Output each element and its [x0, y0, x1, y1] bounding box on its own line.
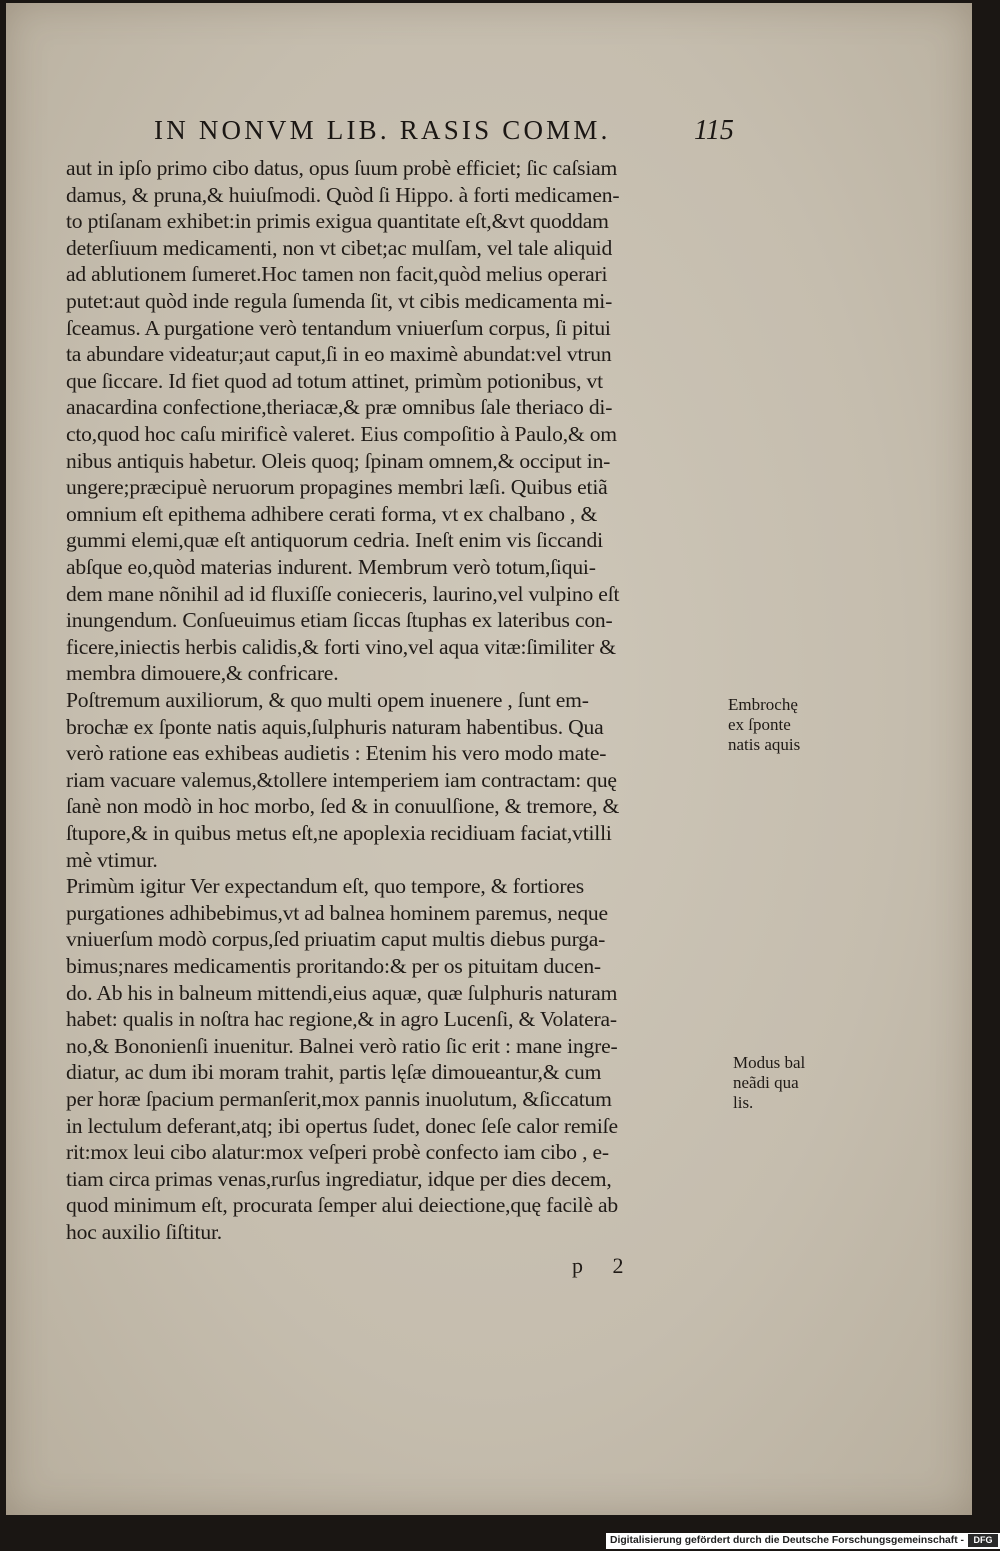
footer-credit: Digitalisierung gefördert durch die Deutsche Forschungsgemeinschaft -: [610, 1534, 964, 1546]
text-line: to ptiſanam exhibet:in primis exigua quantitate eſt,&vt quoddam: [66, 209, 609, 234]
page-number: 115: [694, 115, 734, 146]
signature-mark: p 2: [572, 1253, 636, 1278]
book-page: [6, 3, 972, 1515]
text-line: rit:mox leui cibo alatur:mox veſperi probè confecto iam cibo , e-: [66, 1140, 609, 1165]
text-line: membra dimouere,& confricare.: [66, 661, 339, 686]
text-line: riam vacuare valemus,&tollere intemperiem iam contractam: quę: [66, 767, 617, 792]
text-line: omnium eſt epithema adhibere cerati forma, vt ex chalbano , &: [66, 501, 598, 526]
text-line: ſanè non modò in hoc morbo, ſed & in conuulſione, & tremore, &: [66, 794, 620, 819]
text-line: ſtupore,& in quibus metus eſt,ne apoplexia recidiuam faciat,vtilli: [66, 821, 612, 845]
text-line: ungere;præcipuè neruorum propagines membri læſi. Quibus etiã: [66, 475, 608, 500]
text-line: ad ablutionem ſumeret.Hoc tamen non facit,quòd melius operari: [66, 262, 608, 287]
margin-note-line: neãdi qua: [733, 1073, 799, 1092]
text-line: deterſiuum medicamenti, non vt cibet;ac mulſam, vel tale aliquid: [66, 235, 613, 260]
text-line: hoc auxilio ſiſtitur.: [66, 1220, 222, 1244]
text-line: damus, & pruna,& huiuſmodi. Quòd ſi Hippo. à forti medicamen-: [66, 182, 620, 207]
margin-note-line: natis aquis: [728, 735, 801, 754]
text-line: no,& Bononienſi inuenitur. Balnei verò ratio ſic erit : mane ingre-: [66, 1033, 618, 1058]
text-line: ficere,iniectis herbis calidis,& forti vino,vel aqua vitæ:ſimiliter &: [66, 634, 616, 659]
text-line: quod minimum eſt, procurata ſemper alui deiectione,quę facilè ab: [66, 1193, 619, 1218]
text-line: nibus antiquis habetur. Oleis quoq; ſpinam omnem,& occiput in-: [66, 448, 611, 473]
text-line: vniuerſum modò corpus,ſed priuatim caput multis diebus purga-: [66, 927, 606, 952]
margin-note-line: ex ſponte: [728, 715, 791, 734]
margin-note-embrochae: [728, 695, 800, 755]
text-line: verò ratione eas exhibeas audietis : Etenim his vero modo mate-: [66, 741, 607, 766]
text-line: que ſiccare. Id fiet quod ad totum attinet, primùm potionibus, vt: [66, 368, 603, 393]
text-line: purgationes adhibebimus,vt ad balnea hominem paremus, neque: [66, 900, 608, 925]
text-line: dem mane nõnihil ad id fluxiſſe conieceris, laurino,vel vulpino eſt: [66, 581, 620, 606]
text-line: diatur, ac dum ibi moram trahit, partis lęſæ dimoueantur,& cum: [66, 1060, 602, 1085]
text-line: habet: qualis in noſtra hac regione,& in agro Lucenſi, & Volatera-: [66, 1007, 617, 1032]
text-line: bimus;nares medicamentis proritando:& per os pituitam ducen-: [66, 954, 601, 978]
text-line: per horæ ſpacium permanſerit,mox pannis inuolutum, &ſiccatum: [66, 1087, 612, 1111]
digitization-footer: [606, 1533, 1000, 1549]
margin-note-line: Modus bal: [733, 1053, 806, 1072]
margin-note-line: Embrochę: [728, 695, 798, 714]
text-line: cto,quod hoc caſu mirificè valeret. Eius compoſitio à Paulo,& om: [66, 422, 617, 446]
text-line: in lectulum deferant,atq; ibi opertus ſudet, donec ſeſe calor remiſe: [66, 1113, 618, 1138]
page-header: [154, 115, 744, 149]
text-line: brochæ ex ſponte natis aquis,ſulphuris naturam habentibus. Qua: [66, 714, 604, 739]
text-line: inungendum. Conſueuimus etiam ſiccas ſtuphas ex lateribus con-: [66, 608, 613, 633]
text-line: gummi elemi,quæ eſt antiquorum cedria. Ineſt enim vis ſiccandi: [66, 528, 603, 553]
text-line: Primùm igitur Ver expectandum eſt, quo tempore, & fortiores: [66, 874, 584, 899]
text-line: anacardina confectione,theriacæ,& præ omnibus ſale theriaco di-: [66, 395, 613, 420]
text-line: ta abundare videatur;aut caput,ſi in eo maximè abundat:vel vtrun: [66, 342, 612, 367]
text-line: tiam circa primas venas,rurſus ingrediatur, idque per dies decem,: [66, 1166, 612, 1191]
text-line: putet:aut quòd inde regula ſumenda ſit, vt cibis medicamenta mi-: [66, 289, 613, 313]
dfg-logo: DFG: [968, 1534, 998, 1547]
running-head: IN NONVM LIB. RASIS COMM.: [154, 115, 611, 145]
text-line: mè vtimur.: [66, 847, 158, 872]
margin-note-modus-balneandi: [733, 1053, 805, 1113]
text-line: Poſtremum auxiliorum, & quo multi opem inuenere , ſunt em-: [66, 688, 589, 712]
margin-note-line: lis.: [733, 1093, 754, 1112]
text-line: do. Ab his in balneum mittendi,eius aquæ, quæ ſulphuris naturam: [66, 980, 618, 1005]
text-line: abſque eo,quòd materias indurent. Membrum verò totum,ſiqui-: [66, 555, 596, 579]
text-line: aut in ipſo primo cibo datus, opus ſuum probè efficiet; ſic caſsiam: [66, 156, 618, 180]
text-line: ſceamus. A purgatione verò tentandum vniuerſum corpus, ſi pitui: [66, 315, 611, 340]
